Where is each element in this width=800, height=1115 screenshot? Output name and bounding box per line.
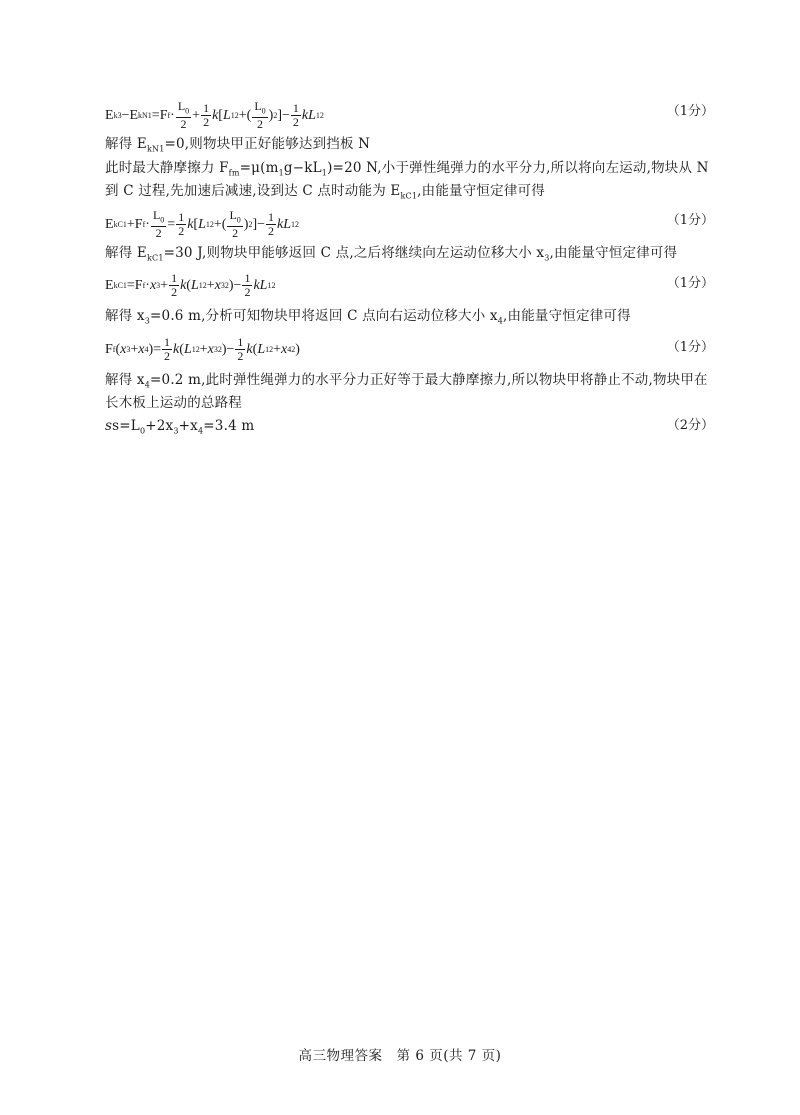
- text-line-11: 长木板上运动的总路程: [105, 395, 242, 411]
- score-5: （2分）: [666, 418, 714, 433]
- score-1: （1分）: [666, 104, 714, 119]
- score-3: （1分）: [666, 276, 714, 291]
- equation-line-9: F f ( x 3 + x 4 )= $\frac{1}{2}$ k ( L 1 2 + x 3 2 )− $\frac{1}{2}$ k ( L 1 2 + x 4 2 ): [105, 335, 300, 363]
- text-line-4: 到 C 过程,先加速后减速,设到达 C 点时动能为 $E_{kC1}$,由能量守恒定律可得: [105, 183, 545, 201]
- text-line-3: 此时最大静摩擦力 $F_{fm}=\mu(m_1g-kL_1)=20$ N,小于弹性绳弹力的水平分力,所以将向左运动,物块从 N: [105, 160, 709, 178]
- text-line-6: 解得 $E_{kC1}=30$ J,则物块甲能够返回 C 点,之后将继续向左运动位移大小 $x_3$,由能量守恒定律可得: [105, 245, 678, 263]
- page-footer: 高三物理答案 第 6 页(共 7 页): [298, 1048, 502, 1064]
- score-4: （1分）: [666, 340, 714, 355]
- equation-line-7: E kC1 =F f · x 3 + $\frac{1}{2}$ k ( L 1 2 + x 3 2 )− $\frac{1}{2}$ kL 1 2: [105, 271, 276, 299]
- text-line-10: 解得 $x_4=0.2$ m,此时弹性绳弹力的水平分力正好等于最大静摩擦力,所以物块甲将静止不动,物块甲在: [105, 372, 708, 390]
- equation-line-1: E k3 −E kN1 =F f · $\frac{L_0}{2}$ + $\frac{1}{2}$ k [ L 1 2 +( $\frac{L_0}{2}$ ) 2 ]− $\frac{1}{2}$ kL 1 2: [105, 99, 324, 132]
- text-line-8: 解得 $x_3=0.6$ m,分析可知物块甲将返回 C 点向右运动位移大小 $x_4$,由能量守恒定律可得: [105, 308, 631, 326]
- text-line-2: 解得 $E_{kN1}=0$,则物块甲正好能够达到挡板 N: [105, 136, 371, 154]
- equation-line-5: E kC1 +F f · $\frac{L_0}{2}$ = $\frac{1}{2}$ k [ L 1 2 +( $\frac{L_0}{2}$ ) 2 ]− $\frac{1}{2}$ kL 1 2: [105, 208, 300, 241]
- equation-line-12: $ss=L_0+2x_3+x_4=3.4$ m: [105, 418, 255, 436]
- score-2: （1分）: [666, 213, 714, 228]
